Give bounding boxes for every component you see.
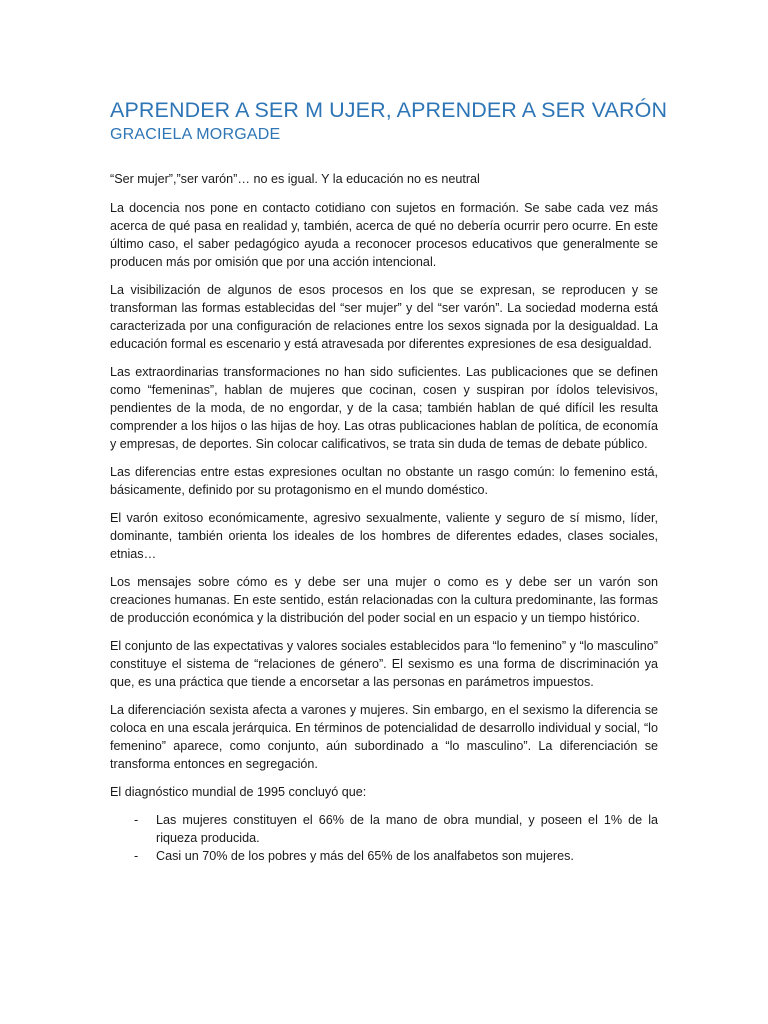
paragraph: Las extraordinarias transformaciones no han sido suficientes. Las publicaciones que se definen como “femeninas”, hablan de mujeres que cocinan, cosen y suspiran por ídolos televisivos, pendientes de la moda, de no engordar, y de la casa; también hablan de qué difícil les resulta comprender a los hijos o las hijas de hoy. Las otras publicaciones hablan de política, de economía y empresas, de deportes. Sin colocar calificativos, se trata sin duda de temas de debate público. [110,365,658,451]
document-title: APRENDER A SER M UJER, APRENDER A SER VARÓN [110,98,668,122]
paragraph: El conjunto de las expectativas y valores sociales establecidos para “lo femenino” y “lo masculino” constituye el sistema de “relaciones de género”. El sexismo es una forma de discriminación ya que, es una práctica que tiende a encorsetar a las personas en parámetros impuestos. [110,639,658,689]
document-author: GRACIELA MORGADE [110,126,281,143]
list-item [134,811,658,847]
document-page [110,96,668,865]
document-body [110,170,658,865]
list-item [134,847,658,865]
paragraph: La docencia nos pone en contacto cotidiano con sujetos en formación. Se sabe cada vez más acerca de qué pasa en realidad y, también, acerca de qué no debería ocurrir pero ocurre. En este último caso, el saber pedagógico ayuda a reconocer procesos educativos que generalmente se producen más por omisión que por una acción intencional. [110,201,658,269]
intro-line: “Ser mujer”,”ser varón”… no es igual. Y la educación no es neutral [110,172,480,186]
list-item-text: Casi un 70% de los pobres y más del 65% de los analfabetos son mujeres. [156,849,574,863]
dash-bullet-icon: - [134,813,139,827]
list-item-text: Las mujeres constituyen el 66% de la mano de obra mundial, y poseen el 1% de la riqueza producida. [156,813,658,845]
bullet-list [110,811,658,865]
paragraph: Las diferencias entre estas expresiones ocultan no obstante un rasgo común: lo femenino está, básicamente, definido por su protagonismo en el mundo doméstico. [110,465,658,497]
paragraph: La diferenciación sexista afecta a varones y mujeres. Sin embargo, en el sexismo la diferencia se coloca en una escala jerárquica. En términos de potencialidad de desarrollo individual y social, “lo femenino” aparece, como conjunto, aún subordinado a “lo masculino”. La diferenciación se transforma entonces en segregación. [110,703,658,771]
paragraph: El diagnóstico mundial de 1995 concluyó que: [110,785,367,799]
dash-bullet-icon: - [134,849,139,863]
paragraph: Los mensajes sobre cómo es y debe ser una mujer o como es y debe ser un varón son creaciones humanas. En este sentido, están relacionadas con la cultura predominante, las formas de producción económica y la distribución del poder social en un espacio y un tiempo histórico. [110,575,658,625]
paragraph: La visibilización de algunos de esos procesos en los que se expresan, se reproducen y se transforman las formas establecidas del “ser mujer” y del “ser varón”. La sociedad moderna está caracterizada por una configuración de relaciones entre los sexos signada por la desigualdad. La educación formal es escenario y está atravesada por diferentes expresiones de esa desigualdad. [110,283,658,351]
paragraph: El varón exitoso económicamente, agresivo sexualmente, valiente y seguro de sí mismo, líder, dominante, también orienta los ideales de los hombres de diferentes edades, clases sociales, etnias… [110,511,658,561]
